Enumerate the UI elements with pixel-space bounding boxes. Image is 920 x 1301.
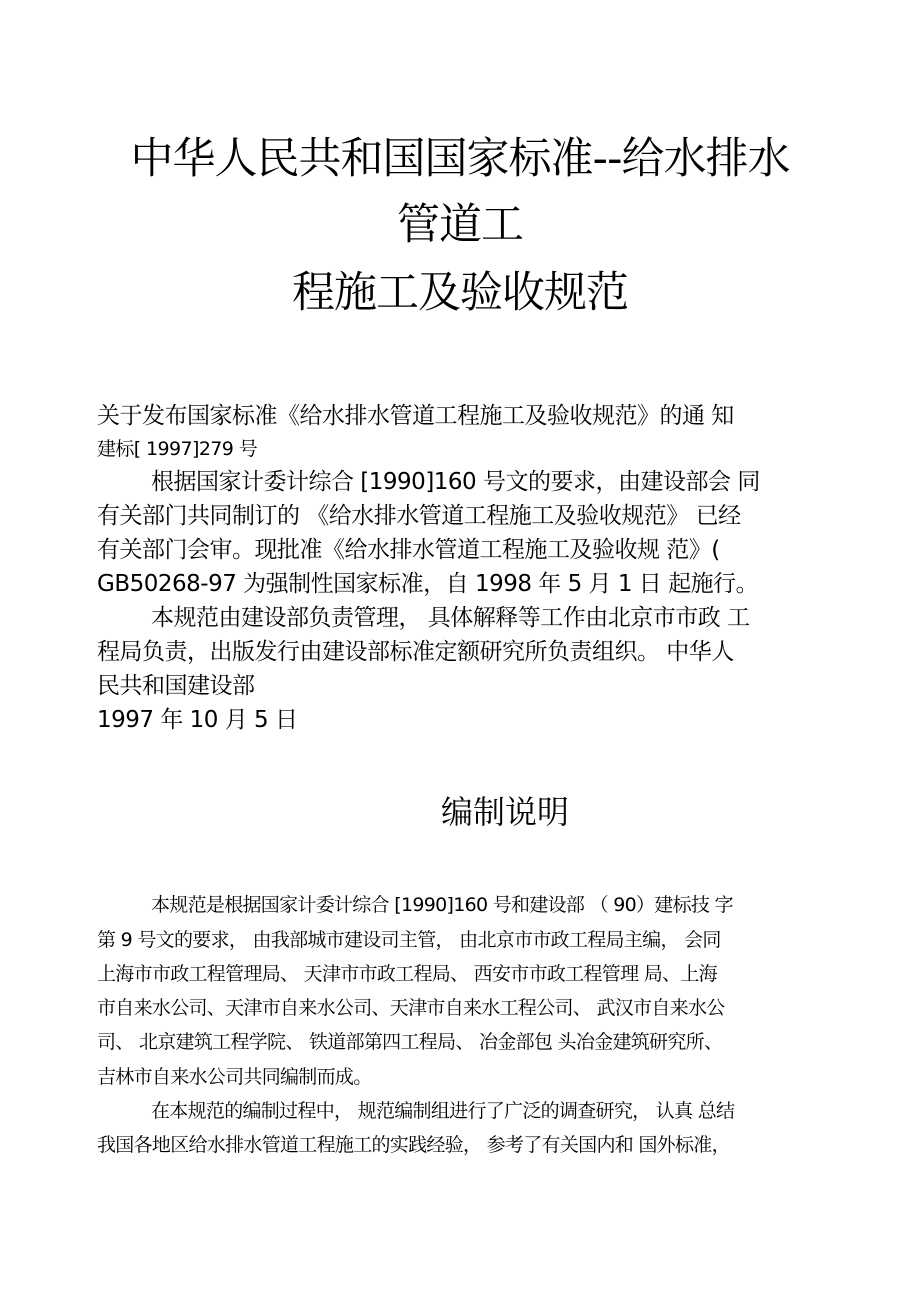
notice-line: 根据国家计委计综合 [1990]160 号文的要求，由建设部会 同 <box>151 469 760 495</box>
notice-line: 有关部门共同制订的 《给水排水管道工程施工及验收规范》 已经 <box>97 503 741 529</box>
section-line: 第 9 号文的要求， 由我部城市建设司主管， 由北京市市政工程局主编， 会同 <box>97 929 721 951</box>
notice-line: GB50268-97 为强制性国家标准，自 1998 年 5 月 1 日 起施行。 <box>97 571 759 597</box>
document-title-line-2: 管道工 <box>397 200 523 250</box>
notice-signature: 民共和国建设部 <box>97 673 255 699</box>
document-title-line-3: 程施工及验收规范 <box>292 268 628 318</box>
notice-doc-number: 建标[ 1997]279 号 <box>97 438 258 460</box>
document-title-line-1: 中华人民共和国国家标准--给水排水 <box>130 134 790 184</box>
notice-line: 程局负责，出版发行由建设部标准定额研究所负责组织。 中华人 <box>97 639 734 665</box>
section-line: 上海市市政工程管理局、 天津市市政工程局、 西安市市政工程管理 局、上海 <box>97 963 717 985</box>
notice-line: 有关部门会审。现批准《给水排水管道工程施工及验收规 范》( <box>97 537 720 563</box>
section-line: 本规范是根据国家计委计综合 [1990]160 号和建设部 （ 90）建标技 字 <box>151 894 733 916</box>
notice-date: 1997 年 10 月 5 日 <box>97 707 298 733</box>
notice-heading: 关于发布国家标准《给水排水管道工程施工及验收规范》的通 知 <box>97 403 734 429</box>
section-line: 我国各地区给水排水管道工程施工的实践经验， 参考了有关国内和 国外标准， <box>97 1134 730 1156</box>
section-title: 编制说明 <box>440 793 569 831</box>
section-line: 在本规范的编制过程中， 规范编制组进行了广泛的调查研究， 认真 总结 <box>151 1100 735 1122</box>
notice-line: 本规范由建设部负责管理， 具体解释等工作由北京市市政 工 <box>151 605 750 631</box>
section-line: 司、 北京建筑工程学院、 铁道部第四工程局、 冶金部包 头冶金建筑研究所、 <box>97 1031 723 1053</box>
section-line: 吉林市自来水公司共同编制而成。 <box>97 1066 372 1088</box>
section-line: 市自来水公司、天津市自来水公司、天津市自来水工程公司、 武汉市自来水公 <box>97 997 725 1019</box>
